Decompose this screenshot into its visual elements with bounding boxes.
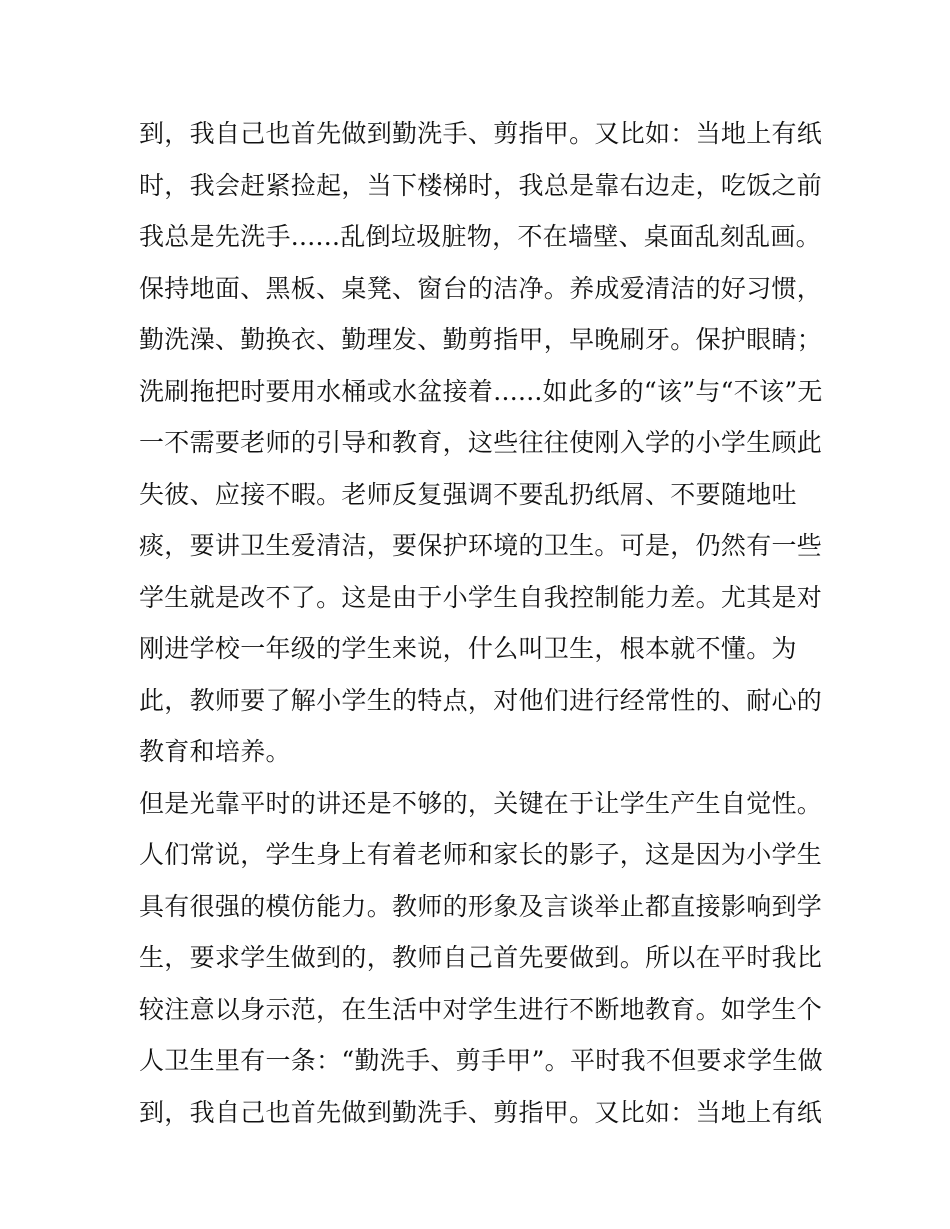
text-line: 生，要求学生做到的，教师自己首先要做到。所以在平时我比 — [139, 943, 823, 972]
text-line: 时，我会赶紧捡起，当下楼梯时，我总是靠右边走，吃饭之前 — [139, 170, 823, 200]
text-line: 学生就是改不了。这是由于小学生自我控制能力差。尤其是对 — [139, 582, 823, 612]
text-line: 人卫生里有一条：“勤洗手、剪手甲”。平时我不但要求学生做 — [139, 1046, 823, 1075]
text-line: 一不需要老师的引导和教育，这些往往使刚入学的小学生顾此 — [139, 428, 823, 457]
text-line: 失彼、应接不暇。老师反复强调不要乱扔纸屑、不要随地吐 — [139, 479, 797, 509]
text-line: 勤洗澡、勤换衣、勤理发、勤剪指甲，早晚刷牙。保护眼睛； — [139, 325, 823, 354]
text-line: 我总是先洗手......乱倒垃圾脏物，不在墙壁、桌面乱刻乱画。 — [139, 222, 821, 251]
text-line: 洗刷拖把时要用水桶或水盆接着......如此多的“该”与“不该”无 — [139, 376, 823, 406]
text-line: 到，我自己也首先做到勤洗手、剪指甲。又比如：当地上有纸 — [139, 119, 823, 148]
text-line: 痰，要讲卫生爱清洁，要保护环境的卫生。可是，仍然有一些 — [139, 531, 823, 560]
text-line: 但是光靠平时的讲还是不够的，关键在于让学生产生自觉性。 — [139, 788, 823, 818]
text-line: 刚进学校一年级的学生来说，什么叫卫生，根本就不懂。为 — [139, 634, 797, 663]
document-body — [139, 108, 823, 1138]
text-line: 教育和培养。 — [139, 737, 291, 766]
text-line: 此，教师要了解小学生的特点，对他们进行经常性的、耐心的 — [139, 685, 823, 715]
text-line: 保持地面、黑板、桌凳、窗台的洁净。养成爱清洁的好习惯， — [139, 273, 823, 303]
text-line: 到，我自己也首先做到勤洗手、剪指甲。又比如：当地上有纸 — [139, 1097, 823, 1127]
text-line: 较注意以身示范，在生活中对学生进行不断地教育。如学生个 — [139, 994, 823, 1024]
text-line: 具有很强的模仿能力。教师的形象及言谈举止都直接影响到学 — [139, 891, 823, 921]
text-line: 人们常说，学生身上有着老师和家长的影子，这是因为小学生 — [139, 840, 823, 869]
